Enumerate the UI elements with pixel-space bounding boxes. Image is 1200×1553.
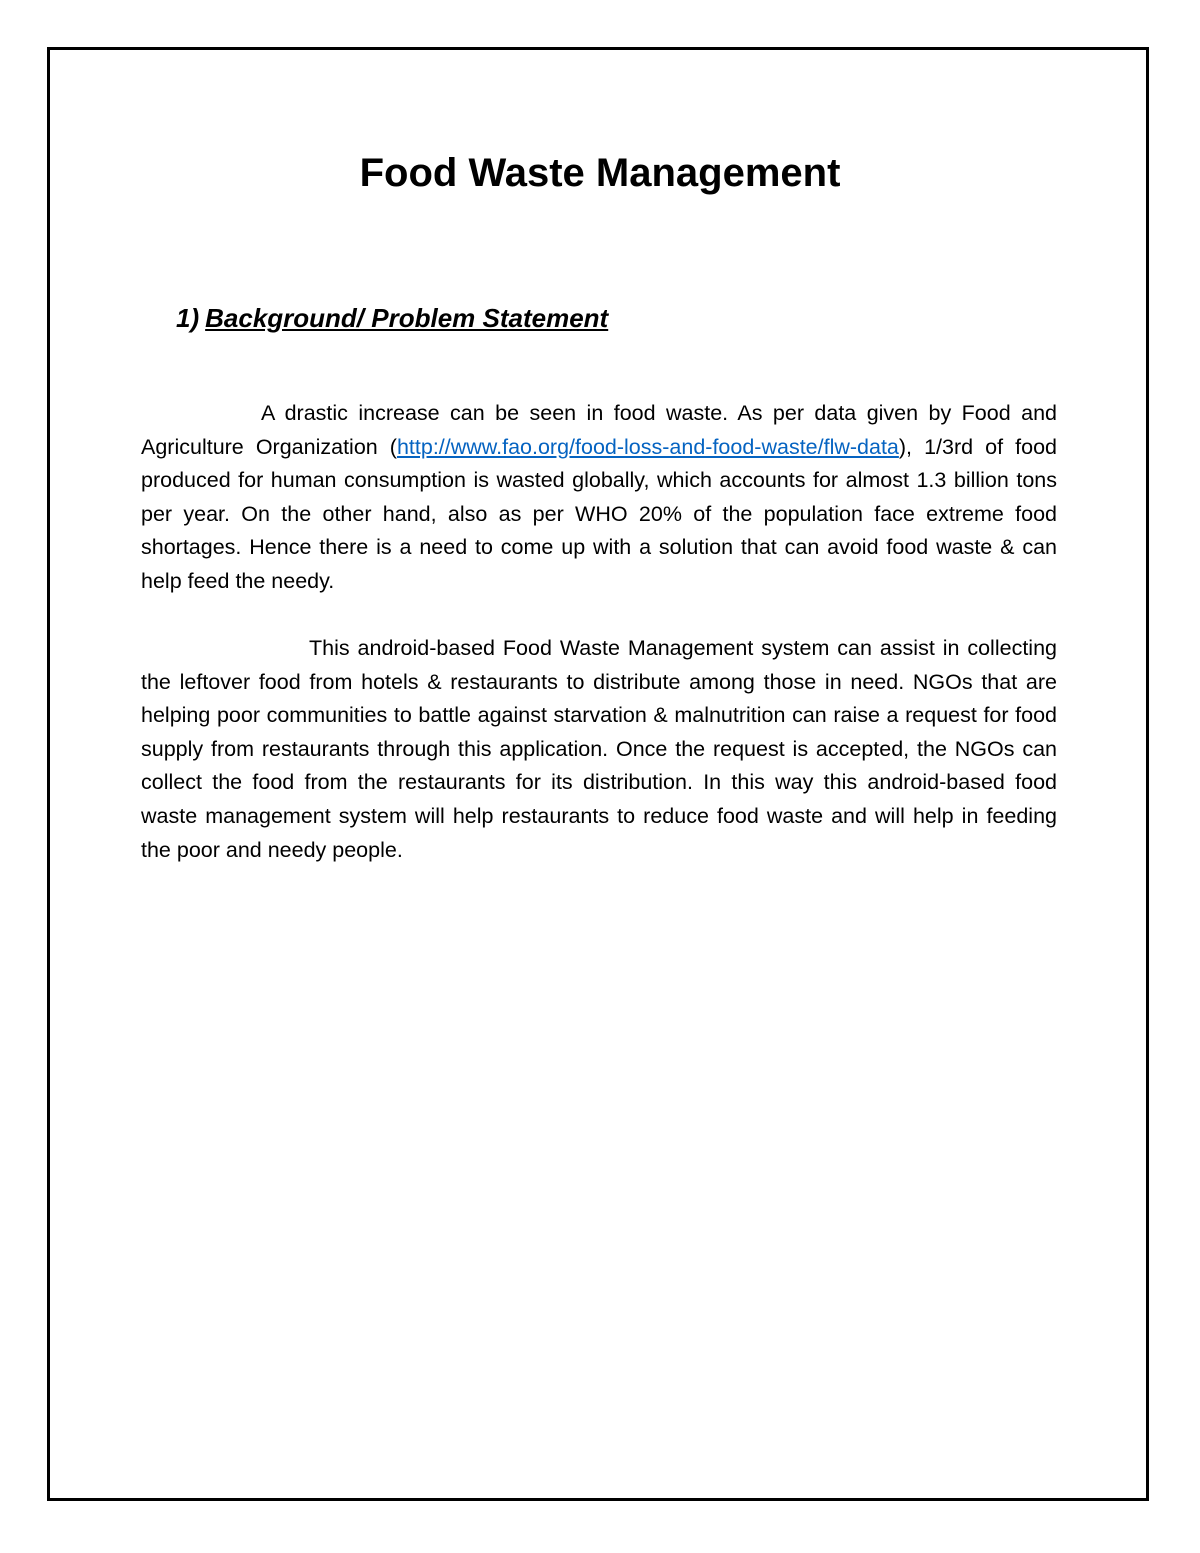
section-number: 1)	[176, 303, 200, 333]
paragraph-text-after-link: ), 1/3rd of food produced for human consumption is wasted globally, which accounts for almost 1.3 billion tons per year. On the other hand, also as per WHO 20% of the population face extreme food shortages. Hence there is a need to come up with a solution that can avoid food waste & can help feed the needy.	[141, 434, 1057, 593]
paragraph-system-description: This android-based Food Waste Management system can assist in collecting the leftover food from hotels & restaurants to distribute among those in need. NGOs that are helping poor communities to battle against starvation & malnutrition can raise a request for food supply from restaurants through this application. Once the request is accepted, the NGOs can collect the food from the restaurants for its distribution. In this way this android-based food waste management system will help restaurants to reduce food waste and will help in feeding the poor and needy people.	[141, 636, 1057, 862]
section-heading	[176, 300, 608, 336]
paragraph-text-before-link: A drastic increase can be seen in food waste. As per data given by Food and Agriculture Organization (	[141, 401, 1057, 459]
fao-data-link[interactable]: http://www.fao.org/food-loss-and-food-waste/flw-data	[396, 434, 899, 459]
paragraph-background	[141, 397, 1057, 599]
document-title: Food Waste Management	[359, 151, 841, 195]
section-heading-label: Background/ Problem Statement	[205, 303, 609, 333]
